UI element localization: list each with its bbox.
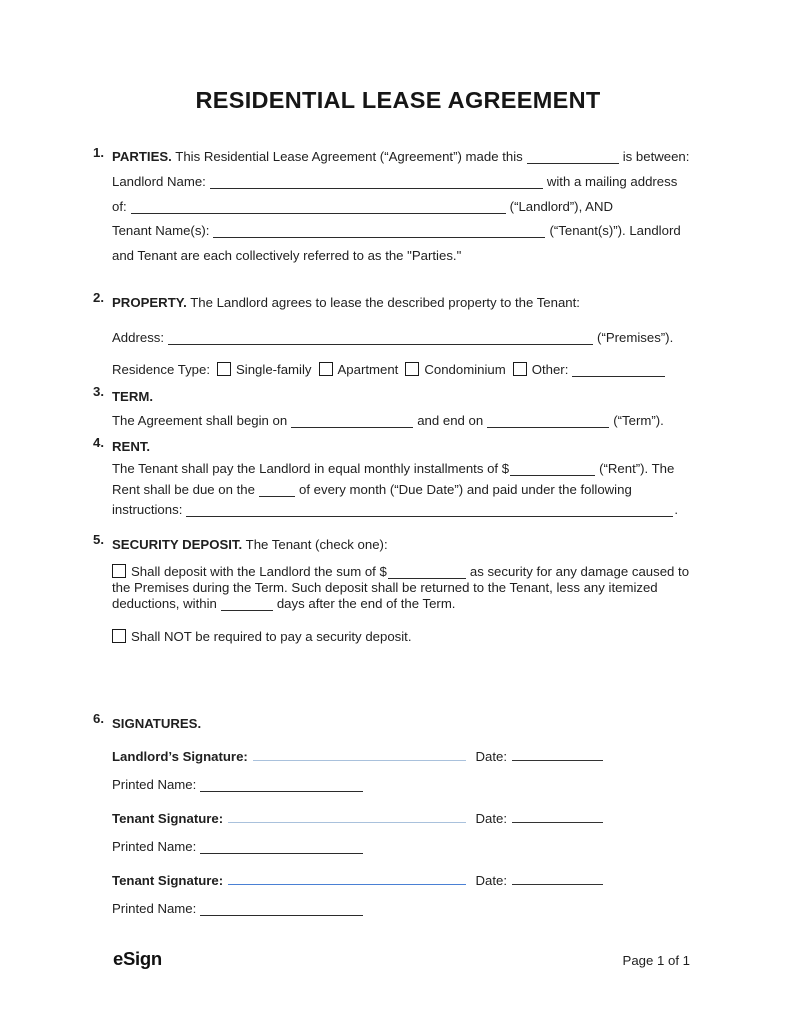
property-heading: PROPERTY. [112,294,187,310]
date-label: Date: [475,873,507,889]
parties-line3-suffix: (“Landlord”), AND [509,198,614,214]
tenant-date-blank-2[interactable] [512,870,603,885]
section-number: 3. [93,383,104,399]
security-deposit-heading-text: The Tenant (check one): [245,536,388,552]
section-number: 5. [93,531,104,547]
checkbox-single-family[interactable] [217,362,231,376]
rent-line2-text: Rent shall be due on the [112,481,255,497]
option-other-label: Other: [531,361,569,377]
term-heading: TERM. [112,388,154,404]
tenant-printed-name-blank-1[interactable] [200,839,363,854]
security-deposit-heading: SECURITY DEPOSIT. [112,536,243,552]
printed-name-label: Printed Name: [112,839,197,855]
rent-line2-suffix: of every month (“Due Date”) and paid under the following [298,481,632,497]
deposit-option-2 [112,629,703,645]
checkbox-apartment[interactable] [319,362,333,376]
page-title: RESIDENTIAL LEASE AGREEMENT [195,87,601,113]
date-label: Date: [475,811,507,827]
landlord-name-blank[interactable] [210,174,543,189]
rent-line3-period: . [674,502,679,518]
tenant-signature-row-1 [112,808,603,829]
tenant-signature-line-2[interactable] [228,870,466,885]
landlord-date-blank[interactable] [512,746,603,761]
payment-instructions-blank[interactable] [186,502,673,517]
esign-logo: eSign [113,948,162,969]
section-parties [93,145,703,269]
parties-line4-suffix: (“Tenant(s)”). Landlord [549,223,681,239]
section-number: 6. [93,711,104,727]
section-property [93,290,703,382]
landlord-signature-line[interactable] [253,746,467,761]
section-term [93,384,703,433]
deposit-amount-blank[interactable] [388,564,466,579]
tenant-signature-label-2: Tenant Signature: [112,873,224,889]
term-text-b: and end on [417,412,484,428]
page-indicator: Page 1 of 1 [622,953,690,968]
deposit-option-1 [112,564,706,613]
deposit-option1-text-b: as security for any damage caused to the Premises during the Term. Such deposit shall be returned to the Tenant, less any itemized deductions, within [112,563,690,612]
checkbox-condominium[interactable] [405,362,419,376]
term-end-date-blank[interactable] [487,413,609,428]
residence-type-label: Residence Type: [112,361,210,377]
section-signatures [93,711,703,922]
tenant-signature-row-2 [112,870,603,891]
printed-name-label: Printed Name: [112,777,197,793]
other-type-blank[interactable] [572,362,665,377]
tenant-date-blank-1[interactable] [512,808,603,823]
checkbox-deposit-required[interactable] [112,564,126,578]
landlord-name-label: Landlord Name: [112,173,206,189]
section-number: 1. [93,145,104,160]
deposit-option1-text-c: days after the end of the Term. [276,596,456,612]
option-apartment-label: Apartment [337,361,399,377]
address-label: Address: [112,329,165,345]
term-text-c: (“Term”). [613,412,664,428]
term-text-a: The Agreement shall begin on [112,412,288,428]
section-number: 2. [93,289,104,305]
checkbox-other[interactable] [513,362,527,376]
deposit-option2-text: Shall NOT be required to pay a security deposit. [131,629,412,645]
section-security-deposit [93,532,703,646]
due-day-blank[interactable] [259,482,295,497]
property-address-blank[interactable] [168,330,593,345]
tenant-signature-line-1[interactable] [228,808,466,823]
tenant-signature-label-1: Tenant Signature: [112,811,224,827]
rent-line1-text: The Tenant shall pay the Landlord in equal monthly installments of $ [112,460,510,476]
deposit-option1-text-a: Shall deposit with the Landlord the sum of $ [131,563,387,579]
property-heading-text: The Landlord agrees to lease the described property to the Tenant: [190,294,580,310]
parties-heading: PARTIES. [112,149,172,164]
section-number: 4. [93,434,104,450]
tenant-printed-name-row-1 [112,839,703,860]
parties-line5-text: and Tenant are each collectively referred to as the "Parties." [112,248,462,264]
return-days-blank[interactable] [221,596,273,611]
printed-name-label: Printed Name: [112,901,197,917]
option-single-family-label: Single-family [236,361,312,377]
mailing-address-label: of: [112,198,127,214]
date-label: Date: [475,749,507,765]
instructions-label: instructions: [112,502,183,518]
checkbox-no-deposit[interactable] [112,629,126,643]
landlord-signature-row [112,746,603,767]
tenant-printed-name-blank-2[interactable] [200,901,363,916]
signatures-heading: SIGNATURES. [112,716,202,732]
rent-heading: RENT. [112,438,151,454]
term-start-date-blank[interactable] [291,413,413,428]
address-suffix: (“Premises”). [597,329,674,345]
parties-line1-suffix: is between: [622,149,690,164]
landlord-printed-name-blank[interactable] [200,777,363,792]
tenant-names-label: Tenant Name(s): [112,223,210,239]
section-rent [93,435,703,521]
option-condominium-label: Condominium [424,361,506,377]
tenant-names-blank[interactable] [213,223,545,238]
rent-line1-suffix: (“Rent”). The [599,460,675,476]
landlord-printed-name-row [112,777,703,798]
rent-amount-blank[interactable] [510,461,595,476]
page-footer [113,948,690,970]
parties-line2-suffix: with a mailing address [546,173,678,189]
agreement-date-blank[interactable] [527,149,619,164]
mailing-address-blank[interactable] [131,199,506,214]
landlord-signature-label: Landlord’s Signature: [112,749,248,765]
tenant-printed-name-row-2 [112,901,703,922]
parties-line1-text: This Residential Lease Agreement (“Agreement”) made this [175,149,523,164]
